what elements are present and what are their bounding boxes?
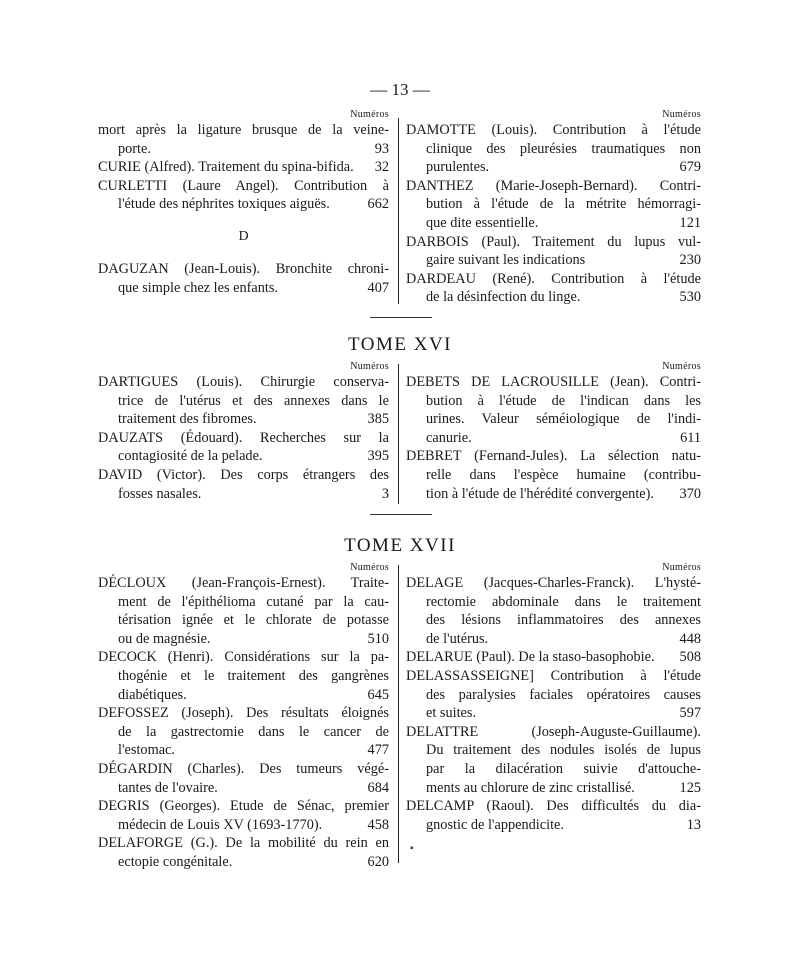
index-entry [406, 667, 701, 723]
column-divider [398, 118, 399, 304]
thesis-number: 684 [367, 779, 389, 796]
entry-line: DAMOTTE (Louis). Contribution à l'étude [406, 122, 701, 138]
column-left [98, 360, 389, 503]
entry-line: DÉCLOUX (Jean-François-Ernest). Traite- [98, 575, 389, 591]
column-right [406, 108, 701, 307]
thesis-number: 530 [679, 289, 701, 306]
entry-line [406, 214, 701, 233]
entry-text: de la désinfection du linge. [426, 289, 581, 306]
index-entry [98, 121, 389, 158]
entry-line: DAGUZAN (Jean-Louis). Bronchite chroni- [98, 260, 389, 277]
entry-text: tantes de l'ovaire. [118, 779, 218, 796]
entry-text: l'estomac. [118, 742, 175, 759]
index-entry [98, 466, 389, 503]
entry-text: porte. [118, 140, 151, 157]
entry-line: par la dilacération suivie d'attouche- [426, 760, 701, 777]
entry-line [98, 158, 389, 177]
index-entry [98, 260, 389, 297]
entry-line: DAVID (Victor). Des corps étrangers des [98, 466, 389, 483]
index-entry [98, 797, 389, 834]
entry-text: ectopie congénitale. [118, 853, 233, 870]
entry-line: clinique des pleurésies traumatiques non [426, 140, 701, 157]
entry-text: de l'utérus. [426, 630, 489, 647]
entry-line: CURLETTI (Laure Angel). Contribution à [98, 177, 389, 194]
entry-line [98, 853, 389, 872]
entry-line: DELATTRE (Joseph-Auguste-Guillaume). [406, 723, 701, 740]
numeros-label: Numéros [662, 109, 701, 120]
entry-text: diabétiques. [118, 686, 187, 703]
entry-line [406, 704, 701, 723]
entry-line: rectomie abdominale dans le traitement [426, 593, 701, 610]
entry-line [98, 410, 389, 429]
entry-text: ments au chlorure de zinc cristallisé. [426, 779, 635, 796]
index-entry [98, 373, 389, 429]
index-entry [406, 723, 701, 797]
entry-line [98, 195, 389, 214]
index-entry [406, 373, 701, 447]
entry-line: bution à l'étude de la métrite hémorragi- [426, 196, 701, 213]
entry-line: DARBOIS (Paul). Traitement du lupus vul- [406, 233, 701, 250]
entry-line: DARTIGUES (Louis). Chirurgie conserva- [98, 374, 389, 390]
thesis-number: 508 [679, 649, 701, 666]
entry-line: DELASSASSEIGNE] Contribution à l'étude [406, 667, 701, 684]
index-entry [406, 270, 701, 307]
entry-line: de la gastrectomie dans le cancer de [118, 723, 389, 740]
numeros-label: Numéros [350, 562, 389, 573]
index-entry [406, 797, 701, 834]
index-entry [406, 121, 701, 177]
entry-line [98, 779, 389, 798]
thesis-number: 230 [679, 252, 701, 269]
section-tome-16 [98, 360, 701, 505]
column-divider [398, 565, 399, 863]
entry-line [406, 158, 701, 177]
thesis-number: 611 [680, 429, 701, 446]
entry-line: des paralysies faciales opératoires causes [426, 686, 701, 703]
thesis-number: 13 [686, 816, 701, 833]
thesis-number: 385 [367, 411, 389, 428]
entry-line: relle dans l'espèce humaine (contribu- [426, 466, 701, 483]
entry-text: médecin de Louis XV (1693-1770). [118, 816, 323, 833]
entry-line [406, 630, 701, 649]
entry-line [406, 288, 701, 307]
index-entry [406, 177, 701, 233]
entry-text: contagiosité de la pelade. [118, 448, 263, 465]
entry-line: urines. Valeur séméiologique de l'indi- [426, 411, 701, 428]
entry-line: Du traitement des nodules isolés de lupus [426, 742, 701, 759]
column-right [406, 561, 701, 834]
tome-heading: TOME XVII [344, 535, 456, 556]
entry-text: que dite essentielle. [426, 214, 539, 231]
entry-text: ou de magnésie. [118, 630, 211, 647]
thesis-number: 662 [367, 196, 389, 213]
thesis-number: 477 [367, 742, 389, 759]
entry-line: DARDEAU (René). Contribution à l'étude [406, 270, 701, 287]
index-entry [98, 704, 389, 760]
entry-line: térisation ignée et le chlorate de potasse [118, 612, 389, 629]
entry-line: bution à l'étude de l'indican dans les [426, 392, 701, 409]
entry-line [98, 741, 389, 760]
entry-line: DÉGARDIN (Charles). Des tumeurs végé- [98, 760, 389, 777]
entry-line: DEFOSSEZ (Joseph). Des résultats éloignés [98, 705, 389, 722]
entry-line [98, 630, 389, 649]
thesis-number: 125 [679, 779, 701, 796]
entry-line [406, 485, 701, 504]
index-entry [98, 834, 389, 871]
entry-text: gaire suivant les indications [426, 252, 586, 269]
thesis-number: 93 [374, 140, 389, 157]
entry-text: canurie. [426, 429, 472, 446]
tome-heading: TOME XVI [347, 334, 452, 355]
thesis-number: 370 [679, 485, 701, 502]
index-entry [406, 233, 701, 270]
column-right [406, 360, 701, 503]
index-entry [406, 574, 701, 648]
entry-line [98, 686, 389, 705]
thesis-number: 597 [679, 705, 701, 722]
index-entry [98, 574, 389, 648]
entry-line [406, 429, 701, 448]
entry-line: trice de l'utérus et des annexes dans le [118, 392, 389, 409]
thesis-number: 620 [367, 853, 389, 870]
entry-text: fosses nasales. [118, 485, 202, 502]
thesis-number: 448 [679, 630, 701, 647]
numeros-label: Numéros [350, 109, 389, 120]
entry-line: DELCAMP (Raoul). Des difficultés du dia- [406, 798, 701, 815]
print-speck: ▪ [410, 843, 414, 854]
column-left [98, 108, 389, 297]
index-entry [98, 429, 389, 466]
entry-line [406, 648, 701, 667]
thesis-number: 458 [367, 816, 389, 833]
section-divider [370, 514, 432, 515]
column-left [98, 561, 389, 872]
thesis-number: 121 [679, 214, 701, 231]
numeros-label: Numéros [662, 361, 701, 372]
column-divider [398, 364, 399, 504]
entry-line: DEBETS DE LACROUSILLE (Jean). Contri- [406, 374, 701, 390]
entry-line: DEBRET (Fernand-Jules). La sélection natu- [406, 448, 701, 465]
entry-line: DELAFORGE (G.). De la mobilité du rein en [98, 835, 389, 852]
index-entry [98, 177, 389, 214]
entry-line: DAUZATS (Édouard). Recherches sur la [98, 429, 389, 446]
thesis-number: 679 [679, 159, 701, 176]
thesis-number: 3 [381, 485, 389, 502]
thesis-number: 645 [367, 686, 389, 703]
numeros-label: Numéros [350, 361, 389, 372]
entry-line: DECOCK (Henri). Considérations sur la pa- [98, 649, 389, 666]
entry-line: ment de l'épithélioma cutané par la cau- [118, 593, 389, 610]
entry-text: gnostic de l'appendicite. [426, 816, 564, 833]
entry-line: thogénie et le traitement des gangrènes [118, 667, 389, 684]
entry-text: que simple chez les enfants. [118, 279, 278, 296]
entry-line [406, 251, 701, 270]
entry-text: traitement des fibromes. [118, 411, 257, 428]
entry-text: et suites. [426, 705, 477, 722]
index-entry [98, 648, 389, 704]
entry-line [98, 447, 389, 466]
letter-heading: D [238, 228, 249, 244]
section-divider [370, 317, 432, 318]
entry-line [406, 816, 701, 835]
entry-text: tion à l'étude de l'hérédité convergente). [426, 485, 654, 502]
section-top [98, 108, 701, 304]
thesis-number: 395 [367, 448, 389, 465]
entry-line: des lésions inflammatoires des annexes [426, 612, 701, 629]
entry-line [98, 279, 389, 298]
entry-line [98, 485, 389, 504]
index-entry [98, 760, 389, 797]
entry-text: CURIE (Alfred). Traitement du spina-bifida. [98, 159, 354, 176]
entry-text: l'étude des néphrites toxiques aiguës. [118, 196, 330, 213]
entry-text: purulentes. [426, 159, 490, 176]
index-entry [98, 158, 389, 177]
entry-line: DANTHEZ (Marie-Joseph-Bernard). Contri- [406, 177, 701, 194]
thesis-number: 510 [367, 630, 389, 647]
numeros-label: Numéros [662, 562, 701, 573]
entry-text: DELARUE (Paul). De la staso-basophobie. [406, 649, 655, 666]
index-entry [406, 648, 701, 667]
entry-line: DEGRIS (Georges). Etude de Sénac, premier [98, 798, 389, 815]
thesis-number: 32 [374, 159, 389, 176]
thesis-number: 407 [367, 279, 389, 296]
page-number: — 13 — [370, 80, 430, 99]
index-entry [406, 447, 701, 503]
entry-line [406, 779, 701, 798]
entry-line: DELAGE (Jacques-Charles-Franck). L'hysté- [406, 575, 701, 591]
entry-line: mort après la ligature brusque de la veine- [98, 122, 389, 138]
section-tome-17 [98, 561, 701, 870]
entry-line [98, 140, 389, 159]
entry-line [98, 816, 389, 835]
